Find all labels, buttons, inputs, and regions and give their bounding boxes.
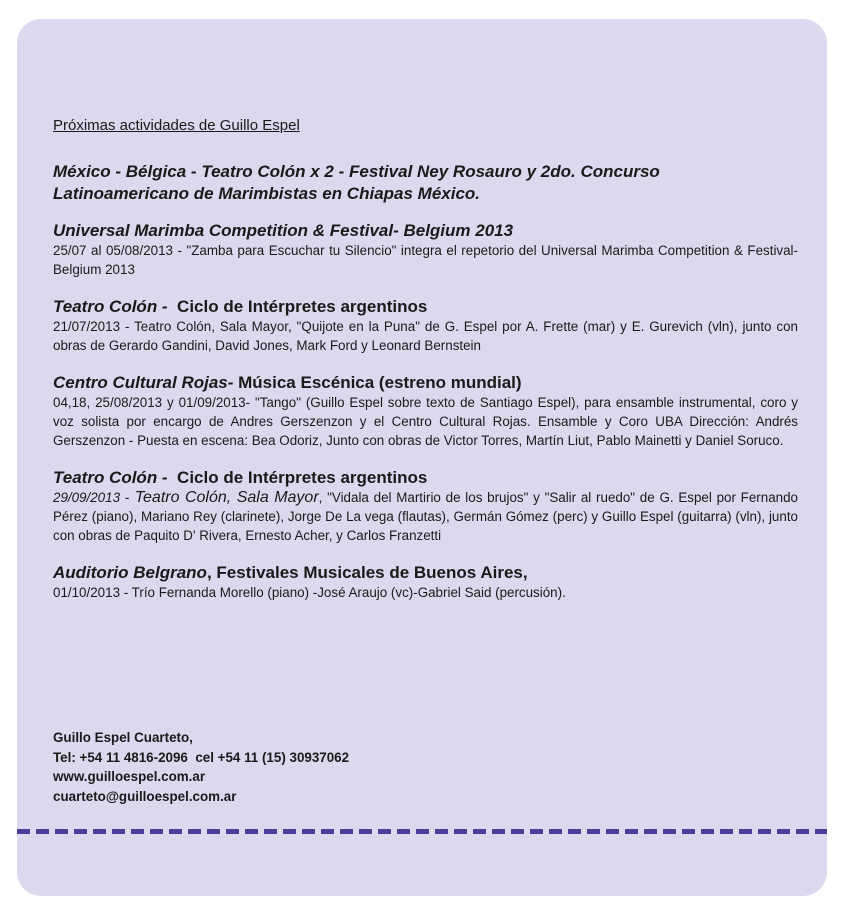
event-title [53,296,798,317]
event-title-rest: Ciclo de Intérpretes argentinos [167,297,428,316]
event-venue: Auditorio Belgrano [53,563,207,582]
event-description: 04,18, 25/08/2013 y 01/09/2013- "Tango" (Guillo Espel sobre texto de Santiago Espel), para ensamble instrumental, coro y voz solista por encargo de Andres Gerszenzon y el Centro Cultural Rojas. Ensamble y Coro UBA Dirección: Andrés Gerszenzon - Puesta en escena: Bea Odoriz, Junto con obras de Victor Torres, Martín Liut, Pablo Mainetti y Daniel Soruco. [53,395,798,448]
contact-block [53,728,349,806]
event-description [53,488,798,545]
event-venue: Teatro Colón - [53,468,168,487]
contact-email[interactable]: cuarteto@guilloespel.com.ar [53,788,237,804]
event-description: 01/10/2013 - Trío Fernanda Morello (piano) -José Araujo (vc)-Gabriel Said (percusión). [53,585,566,600]
event-date: 29/09/2013 - [53,490,130,505]
event-item [53,467,798,545]
event-item [53,296,798,355]
event-venue: Teatro Colón - [53,297,168,316]
event-title-rest: , Festivales Musicales de Buenos Aires, [206,563,528,582]
event-title [53,562,798,583]
event-title [53,372,798,393]
event-title-rest: Música Escénica (estreno mundial) [233,373,522,392]
contact-website[interactable]: www.guilloespel.com.ar [53,769,206,784]
contact-name: Guillo Espel Cuarteto, [53,730,193,745]
event-item [53,372,798,450]
event-description: 21/07/2013 - Teatro Colón, Sala Mayor, "Quijote en la Puna" de G. Espel por A. Frette (mar) y E. Gurevich (vln), junto con obras de Gerardo Gandini, David Jones, Mark Ford y Leonard Bernstein [53,319,798,353]
headline: México - Bélgica - Teatro Colón x 2 - Festival Ney Rosauro y 2do. Concurso Latinoamericano de Marimbistas en Chiapas México. [53,162,660,203]
event-description: 25/07 al 05/08/2013 - "Zamba para Escuchar tu Silencio" integra el repetorio del Universal Marimba Competition & Festival- Belgium 2013 [53,243,798,277]
event-item [53,562,798,602]
section-title: Próximas actividades de Guillo Espel [53,117,300,134]
contact-phone: Tel: +54 11 4816-2096 cel +54 11 (15) 30937062 [53,749,350,765]
activities-section [53,117,798,619]
event-description-rest: , "Vidala del Martirio de los brujos" y "Salir al ruedo" de G. Espel por Fernando Pérez (piano), Mariano Rey (clarinete), Jorge De La vega (flautas), Germán Gómez (perc) y Guillo Espel (guitarra) (vln), junto con obras de Paquito D' Rivera, Ernesto Acher, y Carlos Franzetti [53,490,799,543]
dashed-divider [17,829,827,834]
event-title: Universal Marimba Competition & Festival- Belgium 2013 [53,221,514,240]
event-title-rest: Ciclo de Intérpretes argentinos [167,468,428,487]
event-venue: Centro Cultural Rojas- [53,373,234,392]
event-title [53,467,798,488]
event-venue-detail: Teatro Colón, Sala Mayor [129,489,319,506]
event-item [53,220,798,279]
